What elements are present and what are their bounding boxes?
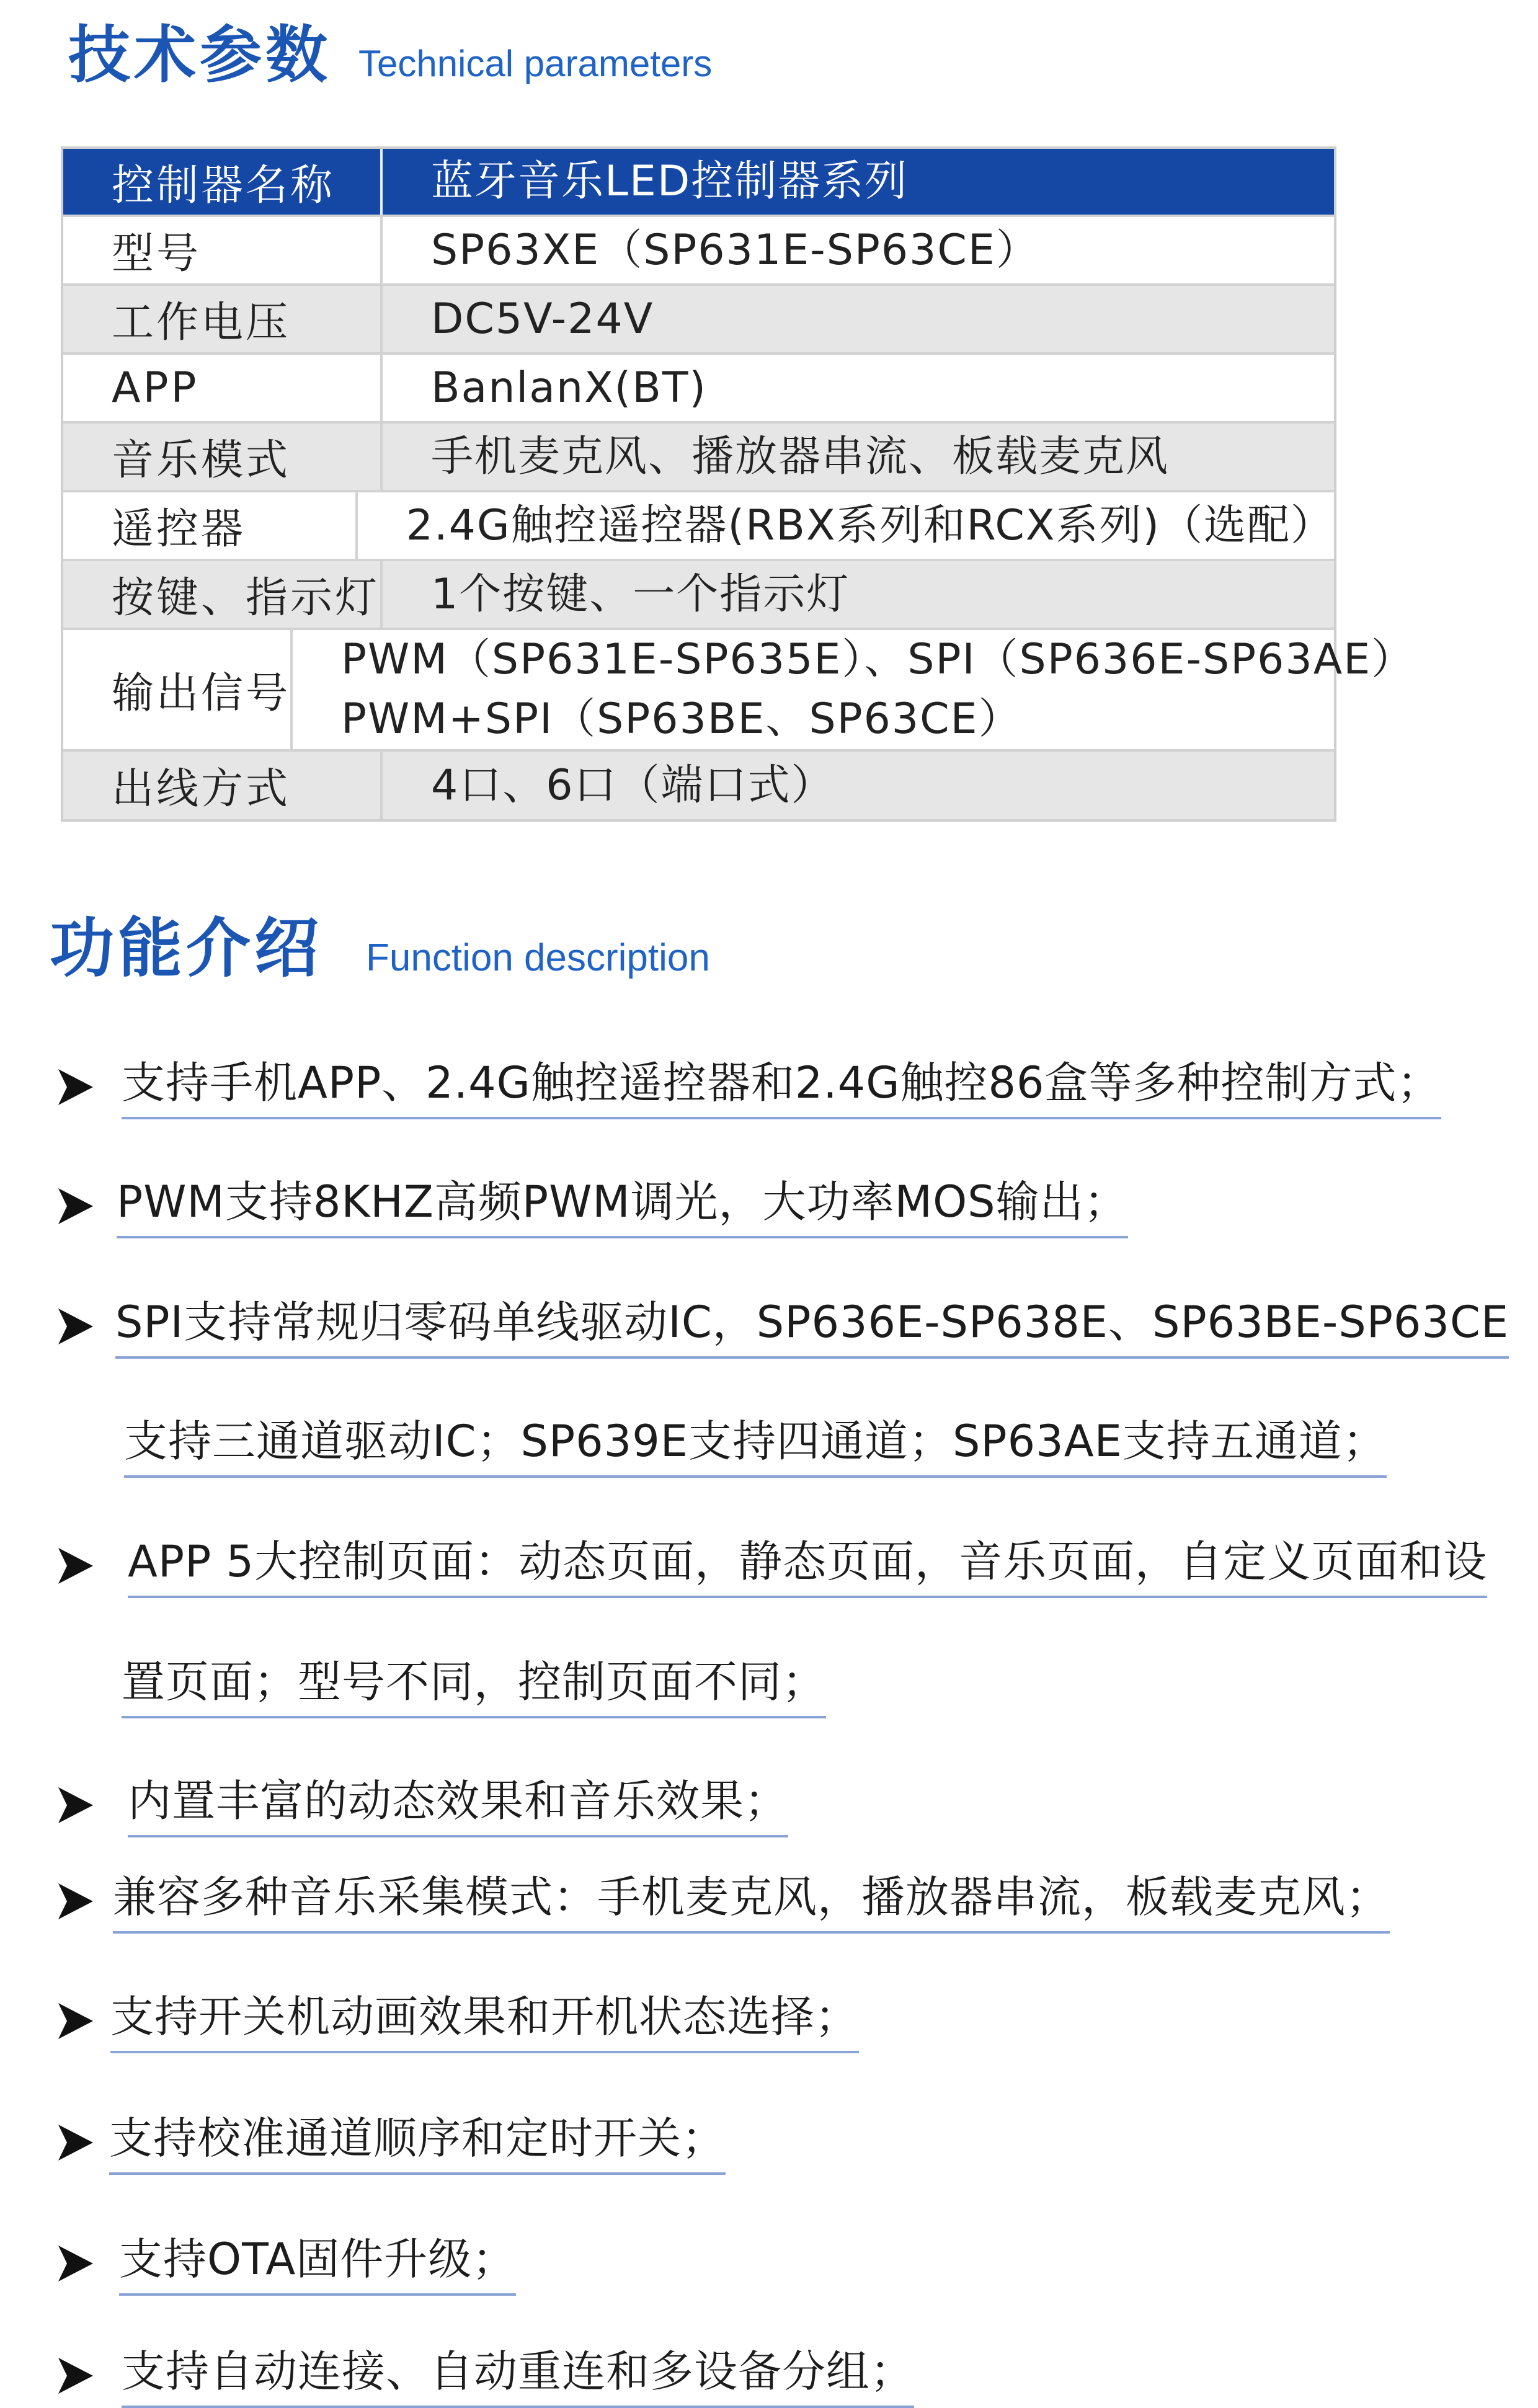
spec-value [293,630,1415,749]
spec-row-music-mode [63,424,1334,492]
spec-value [383,217,1334,283]
spec-value-line: 4口、6口（端口式） [431,760,835,810]
function-desc-title-en: Function description [366,936,710,979]
spec-value-line: BanlanX(BT) [431,363,707,412]
tech-params-heading [68,5,712,94]
spec-value-line: 手机麦克风、播放器串流、板载麦克风 [431,432,1170,481]
feature-line: 支持OTA固件升级； [119,2224,516,2296]
chevron-right-icon [53,1305,97,1348]
spec-value-line: SP63XE（SP631E-SP63CE） [431,225,1039,275]
function-desc-heading [50,896,710,989]
spec-table [61,146,1415,822]
feature-line: 支持三通道驱动IC；SP639E支持四通道；SP63AE支持五通道； [124,1406,1387,1478]
chevron-right-icon [53,2354,97,2397]
spec-key: APP [63,355,383,421]
spec-row-remote [63,492,1334,561]
feature-line: 内置丰富的动态效果和音乐效果； [128,1766,788,1837]
spec-row-voltage [63,286,1334,355]
feature-line: 支持手机APP、2.4G触控遥控器和2.4G触控86盒等多种控制方式； [122,1048,1441,1119]
chevron-right-icon [53,1184,97,1228]
spec-row-buttons [63,561,1334,630]
spec-row-model [63,217,1334,286]
spec-value-line: PWM（SP631E-SP635E）、SPI（SP636E-SP63AE） [341,635,1415,684]
spec-value [383,424,1334,490]
spec-header-key: 控制器名称 [63,149,383,215]
feature-line: 置页面；型号不同，控制页面不同； [122,1647,826,1718]
feature-line: 支持自动连接、自动重连和多设备分组； [122,2337,914,2408]
feature-line: 兼容多种音乐采集模式：手机麦克风，播放器串流，板载麦克风； [113,1862,1390,1934]
spec-row-app [63,355,1334,424]
tech-params-title-cn: 技术参数 [68,19,331,91]
chevron-right-icon [53,1880,97,1923]
feature-line: SPI支持常规归零码单线驱动IC，SP636E-SP638E、SP63BE-SP63CE [115,1287,1509,1359]
spec-key: 输出信号 [63,630,293,749]
spec-row-wiring [63,752,1334,819]
chevron-right-icon [53,1065,97,1109]
spec-key: 出线方式 [63,752,383,819]
chevron-right-icon [53,2242,97,2285]
spec-value [383,752,1334,819]
spec-value-line: DC5V-24V [431,294,654,344]
spec-key: 型号 [63,217,383,283]
spec-row-output-signal [63,630,1415,752]
spec-value-line: 1个按键、一个指示灯 [431,569,850,619]
spec-value [383,286,1334,352]
spec-table-header [63,149,1334,217]
feature-line: 支持开关机动画效果和开机状态选择； [110,1982,859,2053]
function-desc-title-cn: 功能介绍 [50,910,323,986]
spec-header-value [383,149,1334,215]
feature-line: 支持校准通道顺序和定时开关； [109,2104,726,2175]
chevron-right-icon [53,1784,97,1827]
chevron-right-icon [53,1999,97,2043]
spec-value [358,492,1334,559]
spec-value [383,561,1334,628]
feature-line: APP 5大控制页面：动态页面，静态页面，音乐页面，自定义页面和设 [128,1527,1487,1598]
feature-line: PWM支持8KHZ高频PWM调光，大功率MOS输出； [117,1167,1128,1238]
chevron-right-icon [53,1544,97,1588]
spec-key: 工作电压 [63,286,383,352]
spec-value-line: PWM+SPI（SP63BE、SP63CE） [341,695,1022,744]
chevron-right-icon [53,2121,97,2164]
spec-key: 音乐模式 [63,424,383,490]
spec-key: 按键、指示灯 [63,561,383,628]
spec-value [383,355,1334,421]
tech-params-title-en: Technical parameters [358,43,713,84]
spec-header-value-text: 蓝牙音乐LED控制器系列 [431,157,909,206]
spec-key: 遥控器 [63,492,358,559]
spec-value-line: 2.4G触控遥控器(RBX系列和RCX系列)（选配） [406,500,1334,550]
